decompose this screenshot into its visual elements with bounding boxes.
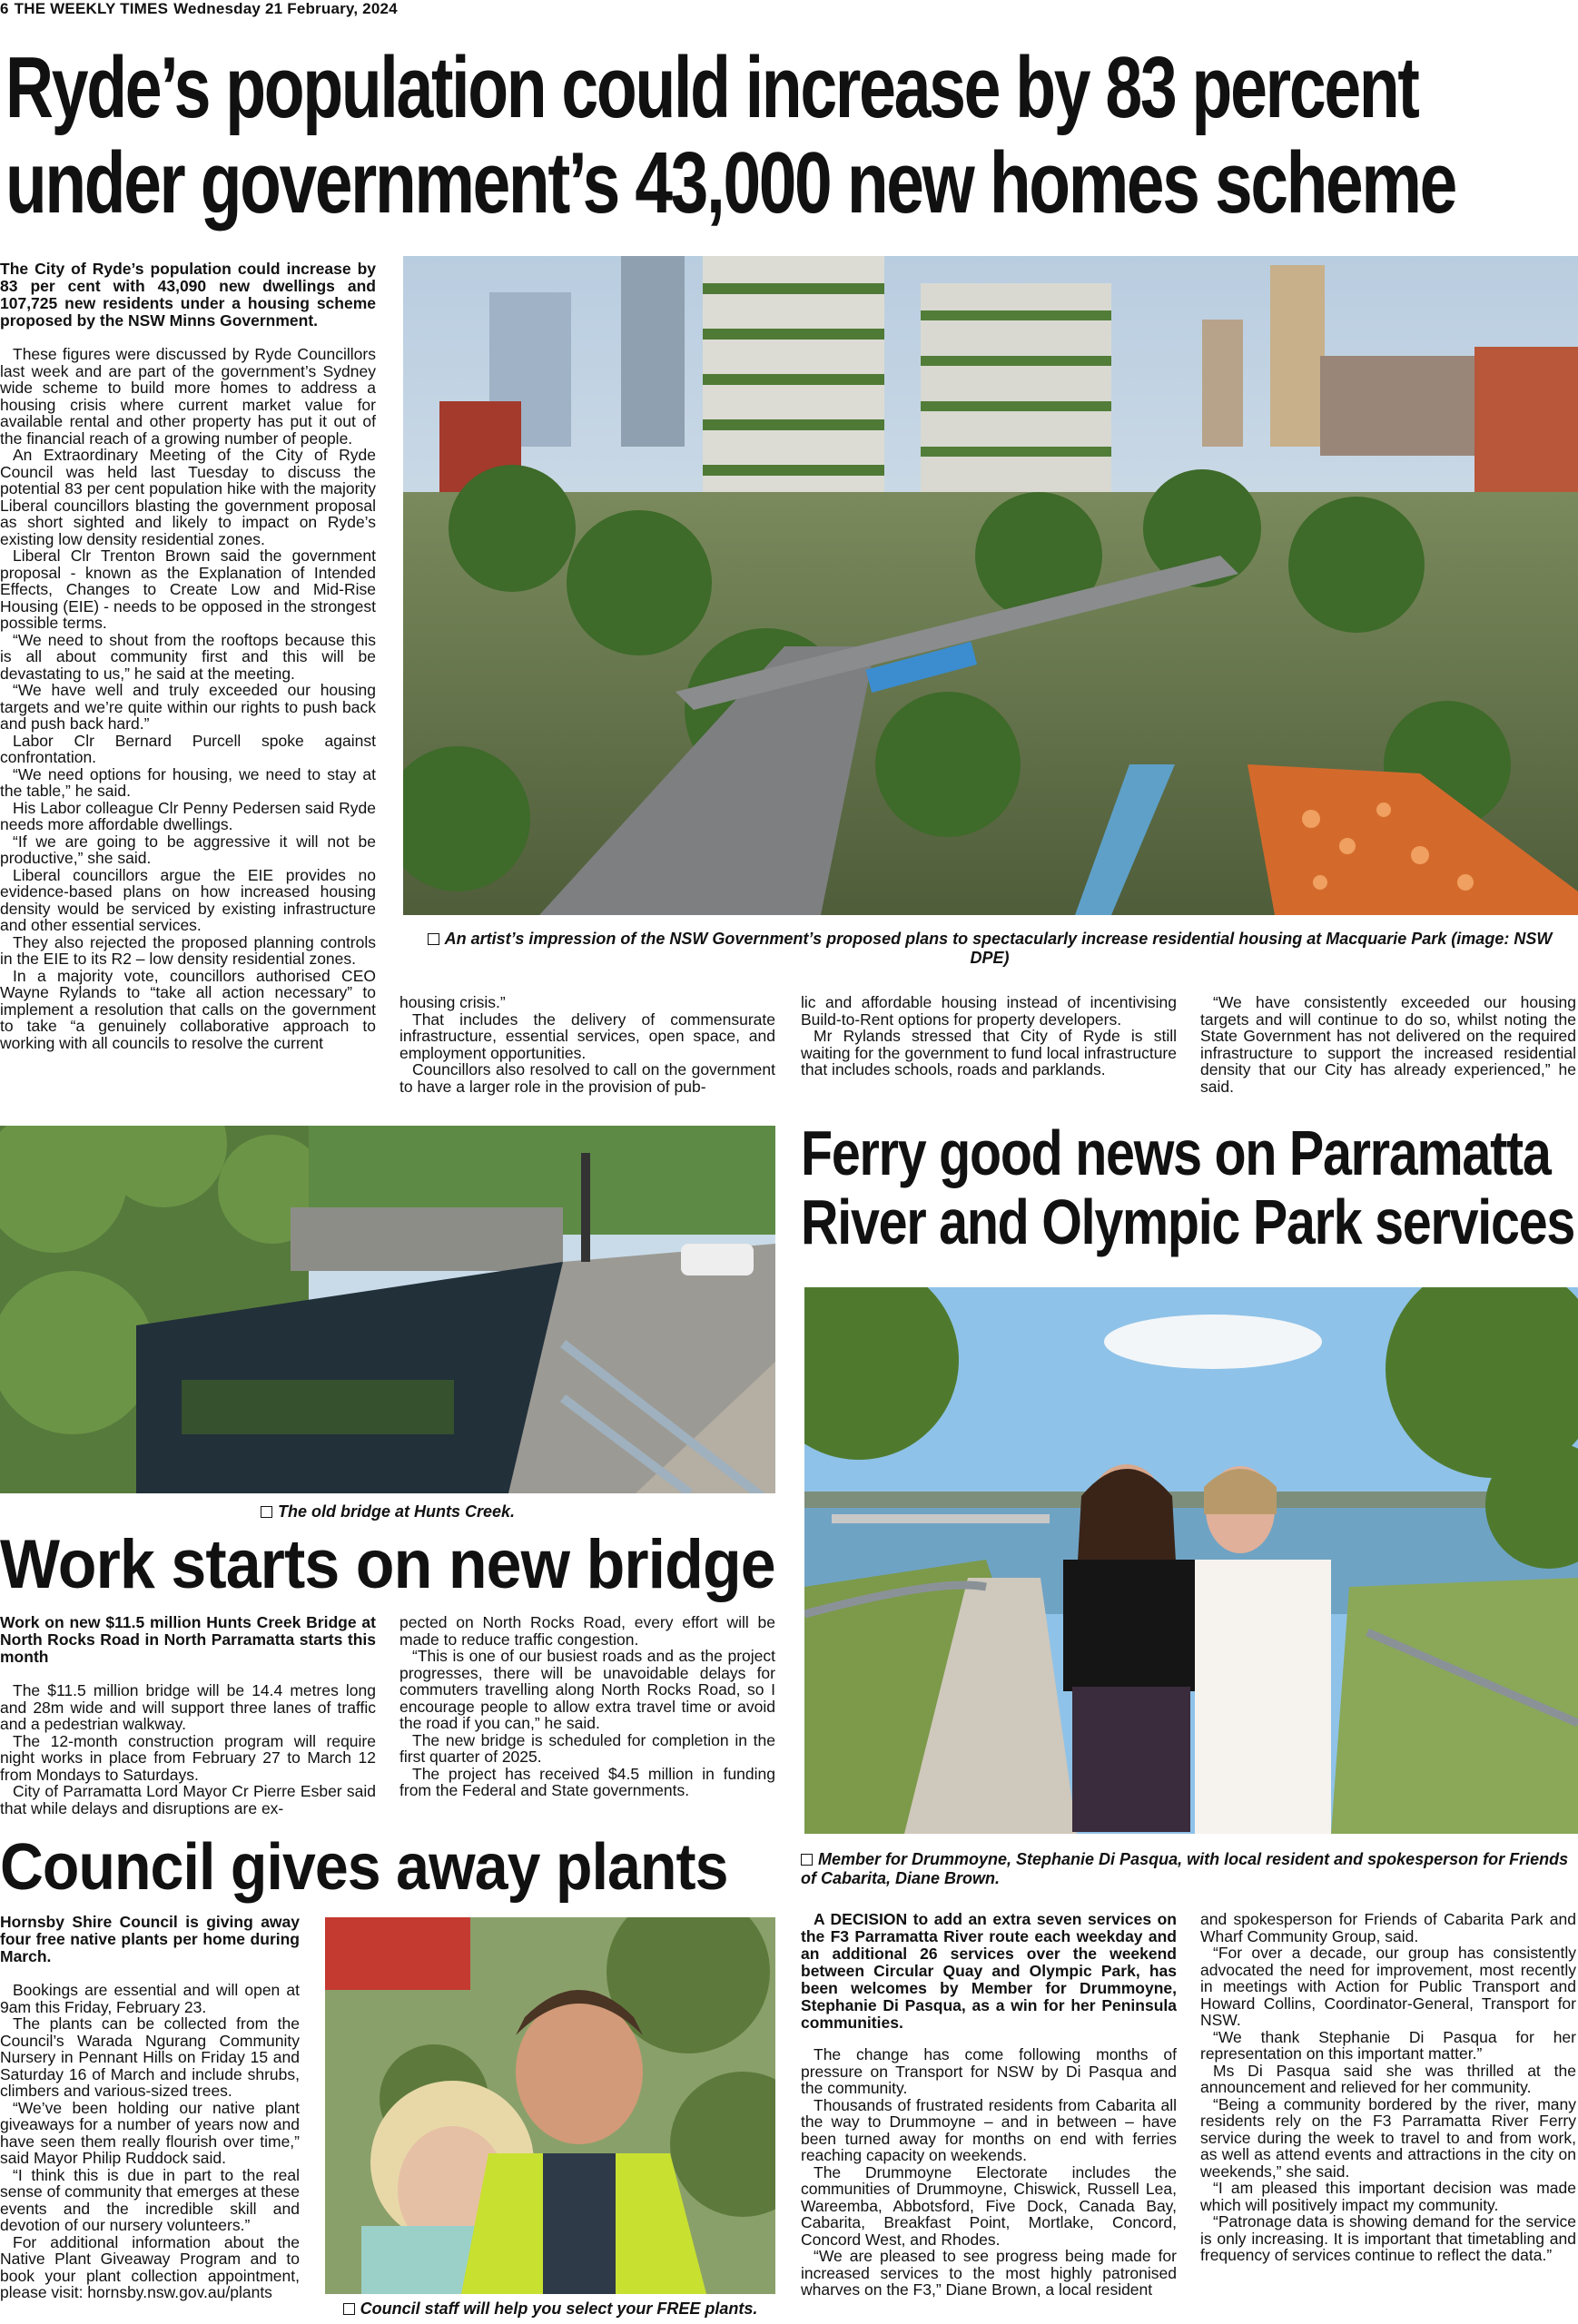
ryde-paragraph: “We need options for housing, we need to stay at the table,” he said. — [0, 764, 376, 800]
bridge-paragraph: The $11.5 million bridge will be 14.4 metres long and 28m wide and will support three lanes of traffic and a pedestrian walkway. — [0, 1681, 376, 1733]
folio — [0, 0, 403, 18]
ryde-paragraph: In a majority vote, councillors authorised CEO Wayne Rylands to “take all action necessary” to implement a resolution that calls on the government to take “a genuinely collaborative approach to working with all councils to resolve the current — [0, 966, 376, 1052]
ferry-photo-caption — [801, 1850, 1578, 1888]
ferry-caption-text: Member for Drummoyne, Stephanie Di Pasqua, with local resident and spokesperson for Friends of Cabarita, Diane Brown. — [801, 1850, 1569, 1887]
plants-column — [0, 1914, 300, 2301]
ryde-headline-line2: under government’s 43,000 new homes scheme — [5, 134, 1455, 231]
bridge-paragraph: “This is one of our busiest roads and as the project progresses, there will be unavoidable delays for commuters travelling along North Rocks Road, so I encourage people to allow extra travel time or avoid the road if you can,” he said. — [399, 1647, 775, 1732]
issue-date: Wednesday 21 February, 2024 — [173, 0, 398, 17]
bridge-paragraph: The project has received $4.5 million in funding from the Federal and State governments. — [399, 1764, 775, 1799]
ryde-headline-line1: Ryde’s population could increase by 83 percent — [5, 39, 1418, 136]
ryde-paragraph: Councillors also resolved to call on the government to have a larger role in the provision of pub- — [399, 1060, 775, 1096]
ferry-wharf-photo — [804, 1287, 1578, 1834]
bridge-column-1 — [0, 1614, 376, 1817]
council-staff-photo — [325, 1917, 775, 2294]
ferry-paragraph: “We thank Stephanie Di Pasqua for her representation on this important matter.” — [1200, 2027, 1576, 2063]
ferry-paragraph: and spokesperson for Friends of Cabarita Park and Wharf Community Group, said. — [1200, 1910, 1576, 1945]
ferry-paragraph: “Patronage data is showing demand for the service is only increasing. It is important that timetabling and frequency of services continue to reflect the data.” — [1200, 2212, 1576, 2264]
ryde-photo-caption — [427, 930, 1553, 968]
hunts-creek-bridge-photo — [0, 1126, 775, 1493]
ferry-paragraph: The Drummoyne Electorate includes the communities of Drummoyne, Chiswick, Russell Lea, Wareemba, Abbotsford, Five Dock, Canada Bay, Cabarita, Breakfast Point, Mortlake, Concord, Concord West, and Rhodes. — [801, 2162, 1177, 2249]
ferry-column-2 — [1200, 1911, 1576, 2264]
plants-paragraph: Bookings are essential and will open at 9am this Friday, February 23. — [0, 1981, 300, 2016]
plants-caption-text: Council staff will help you select your FREE plants. — [360, 2299, 758, 2318]
ferry-headline — [801, 1118, 1574, 1256]
macquarie-park-render-photo — [403, 256, 1578, 915]
ryde-paragraph: Liberal councillors argue the EIE provides no evidence-based plans on how increased housing density would be serviced by existing infrastructure and other essential services. — [0, 865, 376, 934]
ryde-column-1 — [0, 261, 376, 1051]
plants-headline: Council gives away plants — [0, 1831, 728, 1904]
plants-paragraph: “We’ve been holding our native plant giveaways for a number of years now and have seen them really flourish over time,” said Mayor Philip Ruddock said. — [0, 2098, 300, 2167]
ryde-column-3 — [801, 994, 1177, 1078]
ryde-paragraph: housing crisis.” — [399, 993, 506, 1011]
ferry-paragraph: Ms Di Pasqua said she was thrilled at the announcement and relieved for her community. — [1200, 2061, 1576, 2096]
ryde-paragraph: These figures were discussed by Ryde Councillors last week and are part of the government’s Sydney wide scheme to build more homes to address a housing crisis where current market value for available rental and other property has put it out of the financial reach of a growing number of people. — [0, 345, 376, 448]
ryde-paragraph: They also rejected the proposed planning controls in the EIE to its R2 – low density residential zones. — [0, 932, 376, 968]
plants-paragraph: The plants can be collected from the Council’s Warada Ngurang Community Nursery in Pennant Hills on Friday 15 and Saturday 16 of March and include shrubs, climbers and various-sized trees. — [0, 2014, 300, 2100]
ryde-paragraph: “We need to shout from the rooftops because this is all about community first and this will be devastating to us,” he said at the meeting. — [0, 630, 376, 683]
ferry-paragraph: “We are pleased to see progress being made for increased services to the most highly patronised wharves on the F3,” Diane Brown, a local resident — [801, 2247, 1177, 2299]
plants-paragraph: For additional information about the Native Plant Giveaway Program and to book your plant collection appointment, please visit: hornsby.nsw.gov.au/plants — [0, 2232, 300, 2301]
caption-box-icon — [343, 2303, 355, 2315]
ryde-paragraph: Mr Rylands stressed that City of Ryde is still waiting for the government to fund local infrastructure that includes schools, roads and parklands. — [801, 1027, 1177, 1078]
bridge-lead: Work on new $11.5 million Hunts Creek Bridge at North Rocks Road in North Parramatta starts this month — [0, 1613, 376, 1666]
bridge-caption-text: The old bridge at Hunts Creek. — [277, 1502, 516, 1521]
ferry-paragraph: Thousands of frustrated residents from Cabarita all the way to Drummoyne – and in between – have been turned away for months on end with ferries reaching capacity on weekends. — [801, 2095, 1177, 2164]
caption-box-icon — [428, 933, 439, 945]
bridge-paragraph: City of Parramatta Lord Mayor Cr Pierre Esber said that while delays and disruptions are ex- — [0, 1782, 376, 1817]
ryde-caption-text: An artist’s impression of the NSW Government’s proposed plans to spectacularly increase residential housing at Macquarie Park (image: NSW DPE) — [444, 930, 1553, 967]
bridge-paragraph: The new bridge is scheduled for completion in the first quarter of 2025. — [399, 1730, 775, 1766]
bridge-column-2 — [399, 1614, 775, 1799]
ferry-column-1 — [801, 1911, 1177, 2299]
ryde-paragraph: Labor Clr Bernard Purcell spoke against confrontation. — [0, 731, 376, 766]
ferry-headline-line2: River and Olympic Park services — [801, 1187, 1575, 1257]
bridge-paragraph: The 12-month construction program will require night works in place from February 27 to March 12 from Mondays to Saturdays. — [0, 1731, 376, 1784]
ryde-lead: The City of Ryde’s population could increase by 83 per cent with 43,090 new dwellings and 107,725 new residents under a housing scheme proposed by the NSW Minns Government. — [0, 260, 376, 330]
page-number: 6 — [0, 0, 9, 17]
ryde-paragraph: Liberal Clr Trenton Brown said the government proposal - known as the Explanation of Intended Effects, Changes to Create Low and Mid-Rise Housing (EIE) - needs to be opposed in the strongest possible terms. — [0, 547, 376, 632]
caption-box-icon — [801, 1854, 813, 1866]
ferry-headline-line1: Ferry good news on Parramatta — [801, 1118, 1551, 1188]
paper-name: THE WEEKLY TIMES — [14, 0, 169, 17]
ryde-paragraph: “We have well and truly exceeded our housing targets and we’re quite within our rights to push back and push back hard.” — [0, 681, 376, 733]
ryde-paragraph: His Labor colleague Clr Penny Pedersen said Ryde needs more affordable dwellings. — [0, 798, 376, 833]
ferry-lead: A DECISION to add an extra seven services on the F3 Parramatta River route each weekday and an additional 26 services over the weekend between Circular Quay and Olympic Park, has been welcomes by Member for Drummoyne, Stephanie Di Pasqua, as a win for her Peninsula communities. — [801, 1910, 1177, 2032]
ryde-paragraph: “We have consistently exceeded our housing targets and will continue to do so, whilst noting the State Government has not delivered on the required infrastructure to support the increased residential density that our City has already experienced,” he said. — [1200, 993, 1576, 1096]
ferry-paragraph: “For over a decade, our group has consistently advocated the need for improvement, most recently in meetings with Action for Public Transport and Howard Collins, Coordinator-General, Transport for NSW. — [1200, 1944, 1576, 2029]
bridge-headline: Work starts on new bridge — [0, 1526, 775, 1603]
ryde-column-2 — [399, 994, 775, 1095]
ryde-paragraph: lic and affordable housing instead of incentivising Build-to-Rent options for property developers. — [801, 993, 1177, 1029]
bridge-paragraph: pected on North Rocks Road, every effort will be made to reduce traffic congestion. — [399, 1613, 775, 1649]
plants-photo-caption — [325, 2299, 775, 2319]
caption-box-icon — [261, 1506, 272, 1518]
ryde-headline — [5, 39, 1455, 231]
ryde-column-4 — [1200, 994, 1576, 1095]
ferry-paragraph: “Being a community bordered by the river, many residents rely on the F3 Parramatta River Ferry service during the week to travel to and from work, as well as attend events and attractions in the city on weekends,” she said. — [1200, 2094, 1576, 2181]
ryde-paragraph: An Extraordinary Meeting of the City of Ryde Council was held last Tuesday to discuss the potential 83 per cent population hike with the majority Liberal councillors blasting the government proposal as short sighted and likely to impact on Ryde’s existing low density residential zones. — [0, 446, 376, 548]
ferry-paragraph: “I am pleased this important decision was made which will positively impact my community. — [1200, 2179, 1576, 2214]
plants-paragraph: “I think this is due in part to the real sense of community that emerges at these events and the incredible skill and devotion of our nursery volunteers.” — [0, 2165, 300, 2234]
bridge-photo-caption — [0, 1502, 775, 1521]
plants-lead: Hornsby Shire Council is giving away four free native plants per home during March. — [0, 1913, 300, 1965]
ryde-paragraph: That includes the delivery of commensurate infrastructure, essential services, open space, and employment opportunities. — [399, 1009, 775, 1062]
ferry-paragraph: The change has come following months of pressure on Transport for NSW by Di Pasqua and the community. — [801, 2045, 1177, 2097]
ryde-paragraph: “If we are going to be aggressive it will not be productive,” she said. — [0, 832, 376, 867]
